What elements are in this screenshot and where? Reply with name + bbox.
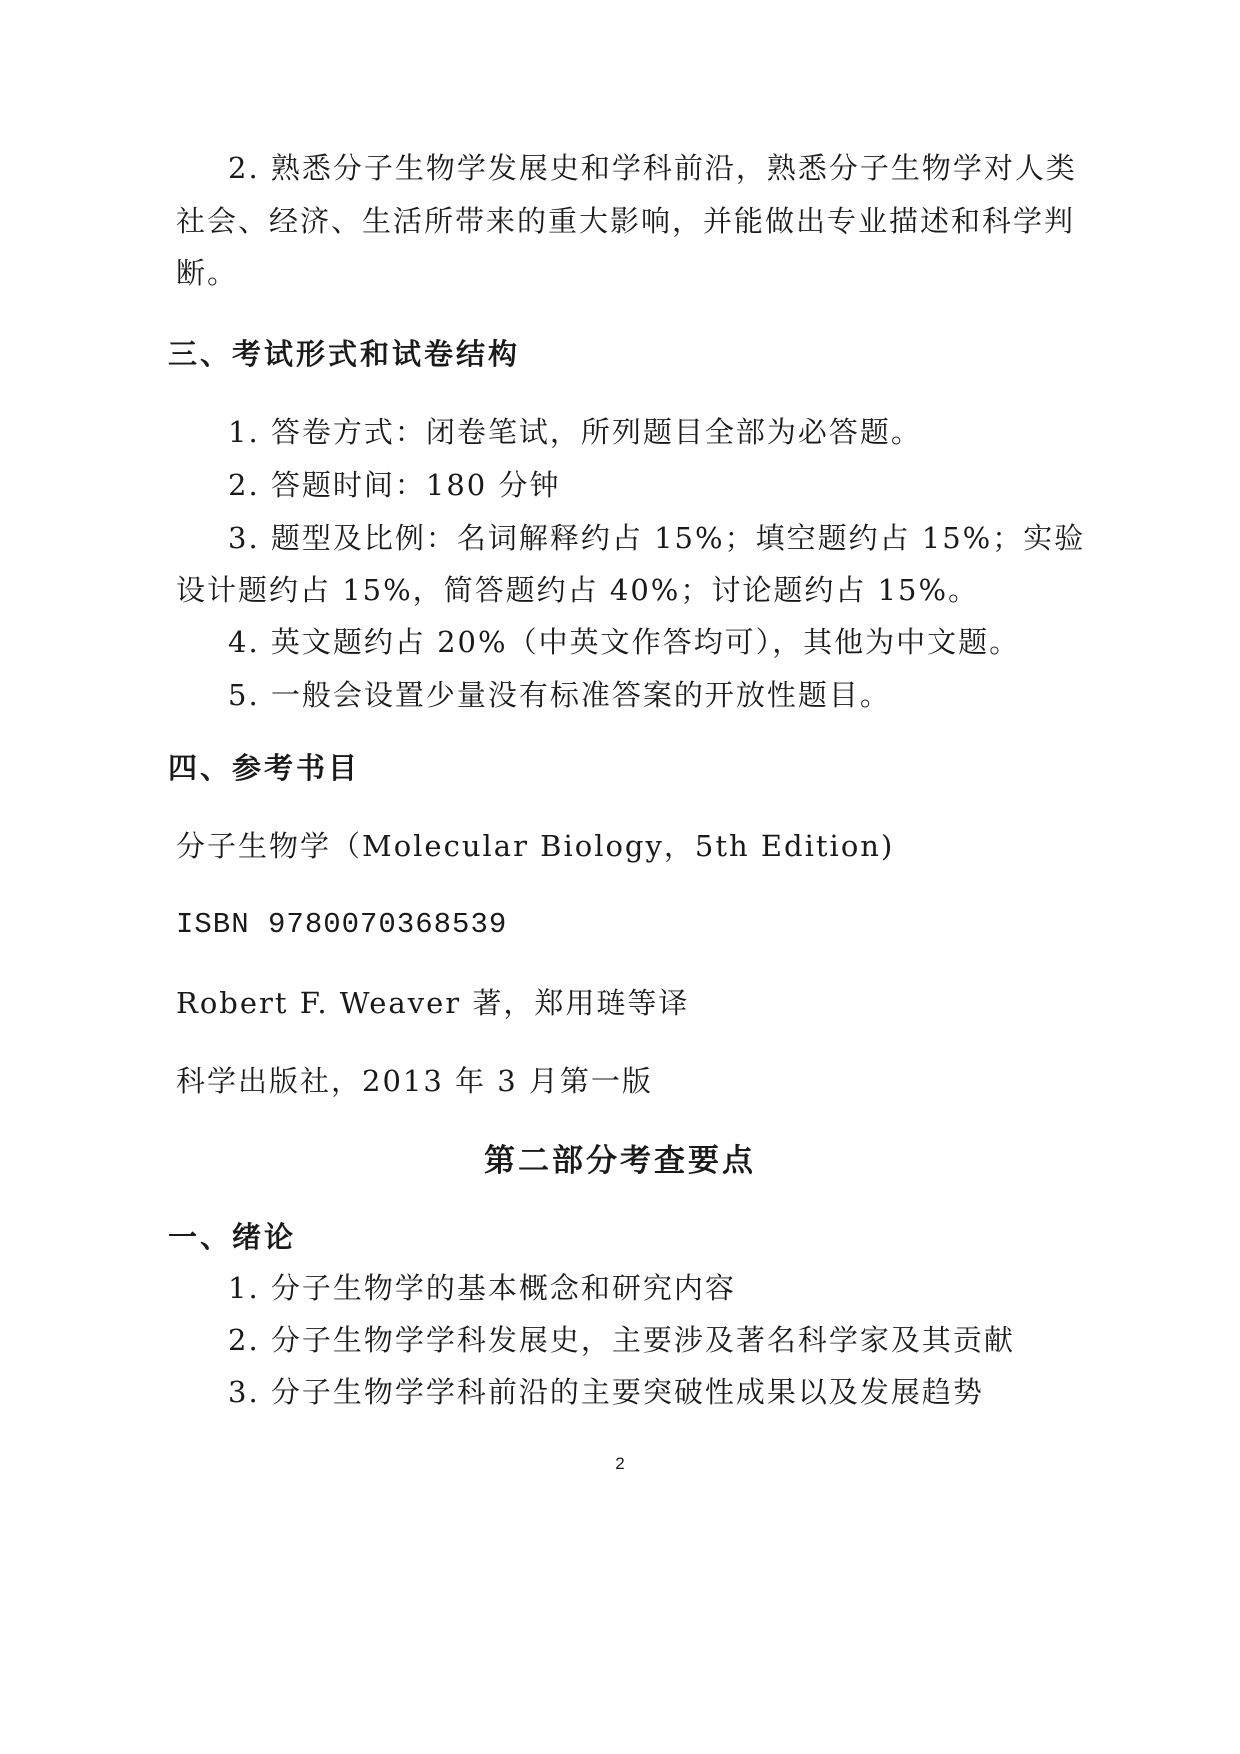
- section3-item3-line1: 3. 题型及比例：名词解释约占 15%；填空题约占 15%；实验: [228, 521, 1086, 555]
- section3-item4: 4. 英文题约占 20%（中英文作答均可），其他为中文题。: [228, 625, 1021, 659]
- book-isbn: ISBN 9780070368539: [176, 908, 508, 941]
- section3-heading: 三、考试形式和试卷结构: [168, 337, 521, 371]
- chapter1-item2: 2. 分子生物学学科发展史，主要涉及著名科学家及其贡献: [228, 1323, 1015, 1357]
- chapter1-item1: 1. 分子生物学的基本概念和研究内容: [228, 1271, 736, 1305]
- section4-heading: 四、参考书目: [168, 751, 361, 785]
- part2-heading: 第二部分考查要点: [484, 1143, 756, 1179]
- section3-item2: 2. 答题时间：180 分钟: [228, 468, 561, 502]
- section3-item1: 1. 答卷方式：闭卷笔试，所列题目全部为必答题。: [228, 415, 922, 449]
- book-authors: Robert F. Weaver 著，郑用琏等译: [176, 986, 690, 1020]
- book-title: 分子生物学（Molecular Biology，5th Edition): [176, 829, 895, 863]
- section3-item3-line2: 设计题约占 15%，简答题约占 40%；讨论题约占 15%。: [176, 573, 980, 607]
- chapter1-heading: 一、绪论: [168, 1220, 297, 1254]
- page-number: 2: [615, 1454, 625, 1473]
- book-publisher: 科学出版社，2013 年 3 月第一版: [176, 1064, 653, 1098]
- section2-item2-line3: 断。: [176, 256, 239, 290]
- chapter1-item3: 3. 分子生物学学科前沿的主要突破性成果以及发展趋势: [228, 1375, 984, 1409]
- section2-item2-line1: 2. 熟悉分子生物学发展史和学科前沿，熟悉分子生物学对人类: [228, 151, 1077, 185]
- section3-item5: 5. 一般会设置少量没有标准答案的开放性题目。: [228, 678, 891, 712]
- section2-item2-line2: 社会、经济、生活所带来的重大影响，并能做出专业描述和科学判: [176, 204, 1076, 238]
